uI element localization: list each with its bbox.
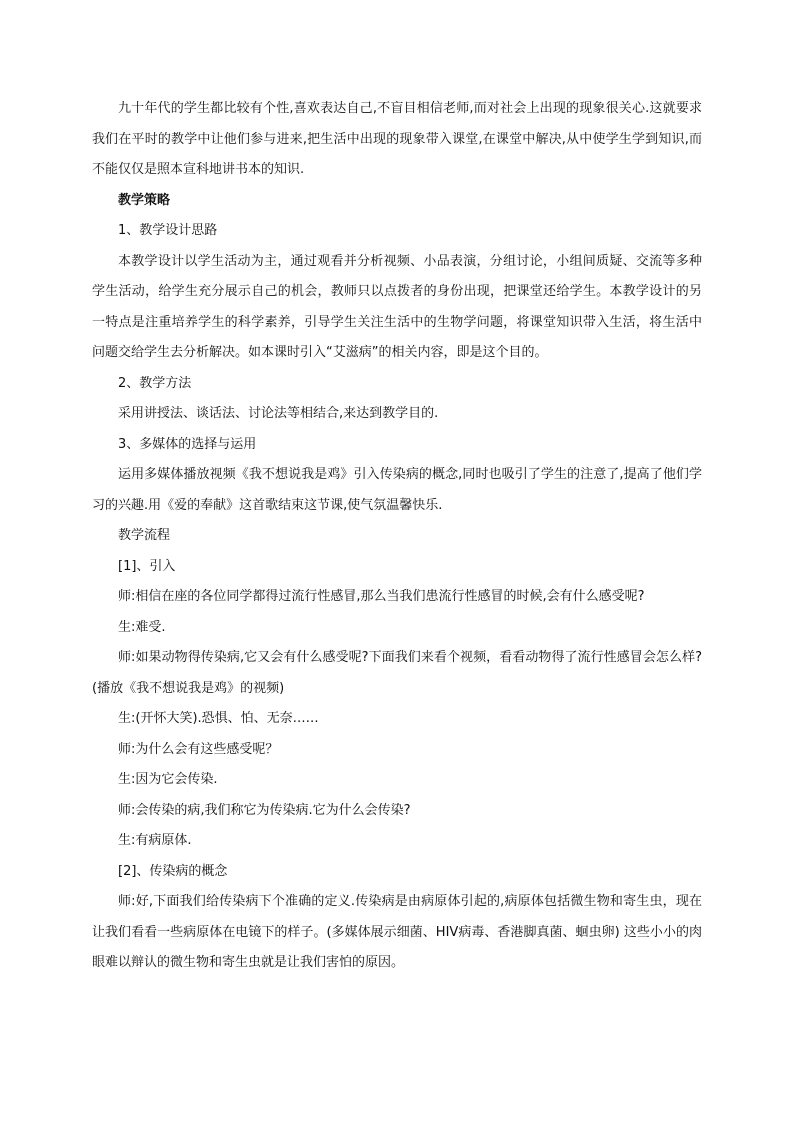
dialogue-line: 生:难受. [118,619,166,635]
dialogue-line: 师:会传染的病,我们称它为传染病.它为什么会传染? [118,802,411,818]
dialogue-line: 生:因为它会传染. [118,772,218,787]
dialogue-line: 师:如果动物得传染病,它又会有什么感受呢?下面我们来看个视频，看看动物得了流行性感冒会怎么样?(播放《我不想说我是鸡》的视频) [92,650,702,696]
paragraph-multimedia: 运用多媒体播放视频《我不想说我是鸡》引入传染病的概念,同时也吸引了学生的注意了,提高了他们学习的兴趣.用《爱的奉献》这首歌结束这节课,使气氛温馨快乐. [92,467,702,513]
section-design-idea: 1、教学设计思路 [118,223,218,238]
section-teaching-method: 2、教学方法 [118,375,192,391]
heading-teaching-process: 教学流程 [118,528,171,543]
paragraph-teaching-method: 采用讲授法、谈话法、讨论法等相结合,来达到教学目的. [118,406,439,421]
paragraph-student-traits: 九十年代的学生都比较有个性,喜欢表达自己,不盲目相信老师,而对社会上出现的现象很关心.这就要求我们在平时的教学中让他们参与进来,把生活中出现的现象带入课堂,在课堂中解决,从中使学生学到知识,而不能仅仅是照本宣科地讲书本的知识. [92,101,702,177]
dialogue-line: 师:为什么会有这些感受呢？ [118,741,279,757]
dialogue-line: 生:(开怀大笑).恐惧、怕、无奈…… [118,711,319,726]
section-infectious-disease-concept: [2]、传染病的概念 [118,863,228,879]
dialogue-line: 师:好,下面我们给传染病下个准确的定义.传染病是由病原体引起的,病原体包括微生物和寄生虫，现在让我们看看一些病原体在电镜下的样子。(多媒体展示细菌、HIV病毒、香港脚真菌、蛔虫卵) 这些小小的肉眼难以辩认的微生物和寄生虫就是让我们害怕的原因。 [92,894,702,970]
section-introduction: [1]、引入 [118,558,176,574]
section-multimedia: 3、多媒体的选择与运用 [118,436,257,452]
dialogue-line: 生:有病原体. [118,833,192,848]
heading-teaching-strategy: 教学策略 [118,192,171,208]
document-body [92,94,702,979]
dialogue-line: 师:相信在座的各位同学都得过流行性感冒,那么当我们患流行性感冒的时候,会有什么感受呢? [118,589,645,604]
paragraph-design-idea: 本教学设计以学生活动为主，通过观看并分析视频、小品表演，分组讨论，小组间质疑、交流等多种学生活动，给学生充分展示自己的机会，教师只以点拨者的身份出现，把课堂还给学生。本教学设计的另一特点是注重培养学生的科学素养，引导学生关注生活中的生物学问题，将课堂知识带入生活，将生活中问题交给学生去分析解决。如本课时引入“艾滋病”的相关内容，即是这个目的。 [92,253,702,360]
